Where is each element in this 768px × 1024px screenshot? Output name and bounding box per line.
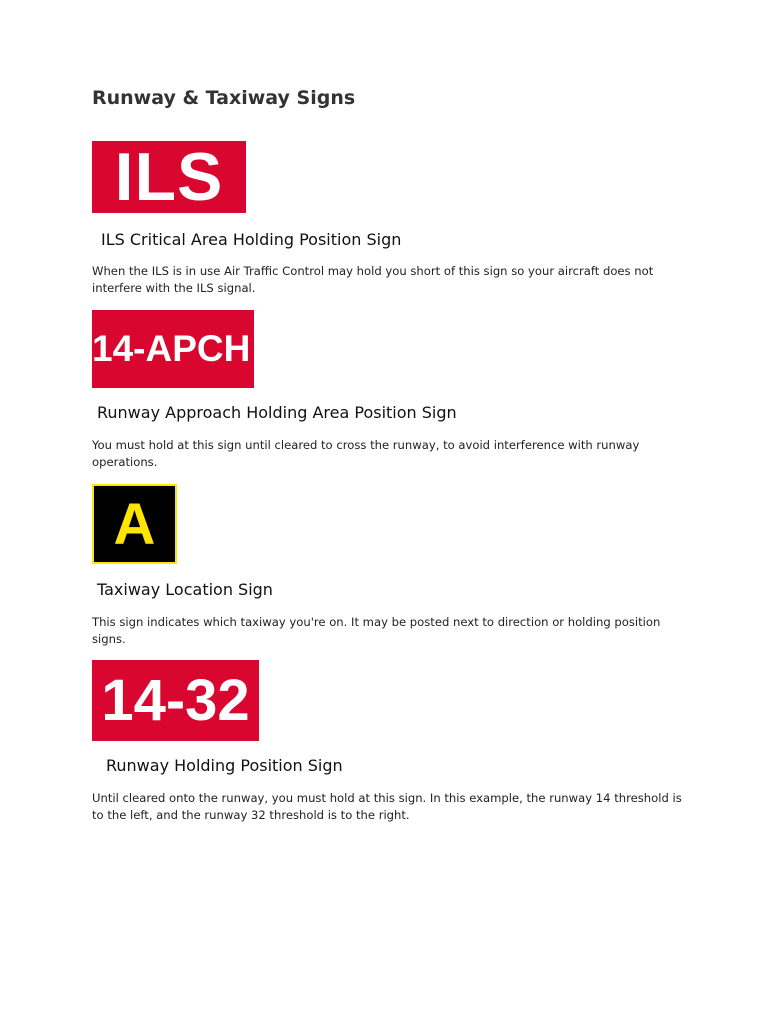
taxiway-location-sign-heading: Taxiway Location Sign <box>97 580 273 599</box>
approach-hold-sign-heading: Runway Approach Holding Area Position Sign <box>97 403 457 422</box>
page-title: Runway & Taxiway Signs <box>92 87 356 109</box>
approach-hold-sign-text: 14-APCH <box>92 328 251 369</box>
runway-hold-sign-text: 14-32 <box>101 668 250 733</box>
approach-hold-sign-description: You must hold at this sign until cleared to cross the runway, to avoid interference with runway operations. <box>92 438 640 469</box>
ils-sign-heading: ILS Critical Area Holding Position Sign <box>101 230 402 249</box>
ils-sign-text: ILS <box>114 141 224 213</box>
ils-sign <box>92 141 246 213</box>
taxiway-location-sign-text: A <box>113 491 156 557</box>
runway-hold-sign-heading: Runway Holding Position Sign <box>106 756 343 775</box>
ils-sign-description: When the ILS is in use Air Traffic Control may hold you short of this sign so your aircraft does not interfere with the ILS signal. <box>92 264 654 295</box>
approach-hold-sign <box>92 310 254 388</box>
taxiway-location-sign <box>92 484 177 564</box>
runway-hold-sign <box>92 660 259 741</box>
taxiway-location-sign-description: This sign indicates which taxiway you're on. It may be posted next to direction or holding position signs. <box>92 615 661 646</box>
runway-hold-sign-description: Until cleared onto the runway, you must hold at this sign. In this example, the runway 14 threshold is to the left, and the runway 32 threshold is to the right. <box>92 791 682 822</box>
